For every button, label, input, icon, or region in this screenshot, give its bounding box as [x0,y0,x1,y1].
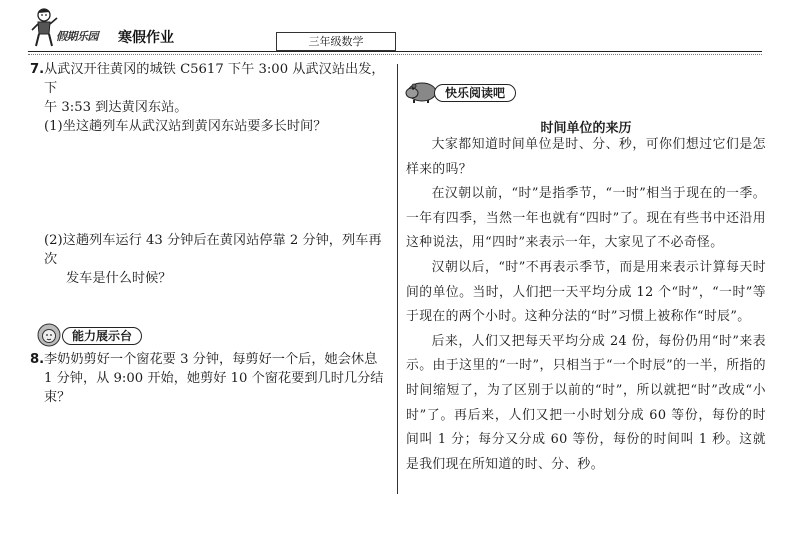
problem-number: 7. [30,62,45,77]
hippo-mascot-icon [404,78,438,104]
problem-text-line: 1 分钟，从 9:00 开始，她剪好 10 个窗花要到几时几分结束？ [44,371,384,405]
column-divider [397,64,398,494]
reading-badge-label: 快乐阅读吧 [434,84,516,102]
story-body [406,133,766,477]
problem-number: 8. [30,352,45,367]
problem-text-line: 李奶奶剪好一个窗花要 3 分钟，每剪好一个后，她会休息 [44,352,378,367]
problem-8 [30,350,390,407]
story-paragraph: 汉朝以后，“时”不再表示季节，而是用来表示计算每天时间的单位。当时，人们把一天平均分成 12 个“时”，“一时”等于现在的两个小时。这种分法的“时”习惯上被称作“时辰”。 [406,259,766,325]
header-divider [28,51,762,52]
header-dotted-divider [28,54,762,55]
grade-subject-label: 三年级数学 [276,32,396,51]
sub-question-1: (1)坐这趟列车从武汉站到黄冈东站要多长时间？ [44,119,327,134]
sub-question-2-line: (2)这趟列车运行 43 分钟后在黄冈站停靠 2 分钟，列车再次 [44,233,382,267]
story-paragraph: 后来，人们又把每天平均分成 24 份，每份仍用“时”来表示。由于这里的“一时”，只相当于“一个时辰”的一半，所指的时间缩短了，为了区别于以前的“时”，所以就把“时”改成“小时”了。再后来，人们又把一小时划分成 60 等份，每份的时间叫 1 分；每分又分成 60 等份，每份的时间叫 1 秒。这就是我们现在所知道的时、分、秒。 [406,333,766,472]
brand-header [30,6,190,52]
story-title: 时间单位的来历 [540,121,632,136]
workbook-title: 寒假作业 [118,30,174,46]
problem-7 [30,60,388,288]
answer-space [30,136,388,231]
brand-logo-text: 假期乐园 [56,30,98,43]
story-paragraph: 在汉朝以前，“时”是指季节，“一时”相当于现在的一季。一年有四季，当然一年也就有“四时”了。现在有些书中还沿用这种说法，用“四时”来表示一年，大家见了不必奇怪。 [406,186,766,251]
sub-question-2-line: 发车是什么时候？ [66,271,172,286]
ability-showcase-badge [36,322,166,348]
happy-reading-badge [404,78,544,106]
lion-mascot-icon [36,322,64,348]
story-paragraph: 大家都知道时间单位是时、分、秒，可你们想过它们是怎样来的吗？ [406,137,766,177]
problem-text-line: 午 3:53 到达黄冈东站。 [44,100,188,115]
problem-text-line: 从武汉开往黄冈的城铁 C5617 下午 3:00 从武汉站出发，下 [44,62,385,96]
left-column [30,60,388,288]
section-badge-label: 能力展示台 [62,327,142,345]
